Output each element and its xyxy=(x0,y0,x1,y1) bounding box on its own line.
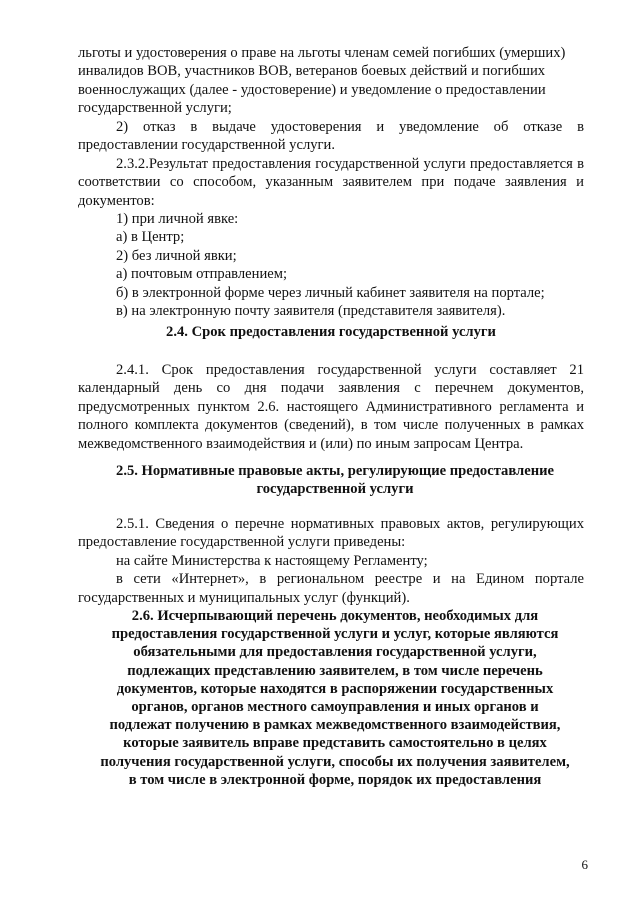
term-paragraph: 2.4.1. Срок предоставления государственной услуги составляет 21 календарный день со дня подачи заявления с перечнем документов, предусмотренных пунктом 2.6. настоящего Административного регламента и полного комплекта документов (сведений), в том числе полученных в рамках межведомственного взаимодействия и (или) по иным запросам Центра. xyxy=(78,362,584,452)
page-number: 6 xyxy=(581,857,588,872)
list-item: а) в Центр; xyxy=(116,229,185,246)
result-paragraph: 2.3.2.Результат предоставления государственной услуги предоставляется в соответствии со способом, указанным заявителем при подаче заявления и документов: xyxy=(78,156,584,209)
intro-line: государственной услуги; xyxy=(78,100,232,117)
intro-line: льготы и удостоверения о праве на льготы членам семей погибших (умерших) xyxy=(78,45,566,61)
list-item: 1) при личной явке: xyxy=(116,211,239,227)
intro-line: инвалидов ВОВ, участников ВОВ, ветеранов боевых действий и погибших xyxy=(78,63,546,80)
intro-line: военнослужащих (далее - удостоверение) и уведомление о предоставлении xyxy=(78,81,546,98)
list-item: а) почтовым отправлением; xyxy=(116,266,288,283)
refusal-paragraph: 2) отказ в выдаче удостоверения и уведомление об отказе в предоставлении государственной услуги. xyxy=(78,119,584,154)
section-heading-2-6: 2.6. Исчерпывающий перечень документов, необходимых для предоставления государственной услуги и услуг, которые являются обязательными для предоставления государственной услуги, подлежащих представлению заявителем, в том числе перечень документов, которые находятся в распоряжении государственных органов, органов местного самоуправления и иных органов и подлежат получению в рамках межведомственного взаимодействия, которые заявитель вправе представить самостоятельно в целях получения государственной услуги, способы их получения заявителем, в том числе в электронной форме, порядок их предоставления xyxy=(100,608,570,788)
intro-paragraph xyxy=(78,44,584,118)
legal-acts-paragraph: 2.5.1. Сведения о перечне нормативных правовых актов, регулирующих предоставление государственной услуги приведены: на сайте Министерства к настоящему Регламенту; в сети «Интернет», в региональном реестре и на Едином портале государственных и муниципальных услуг (функций). xyxy=(78,516,584,606)
list-item: в) на электронную почту заявителя (представителя заявителя). xyxy=(116,303,506,320)
list-item: б) в электронной форме через личный кабинет заявителя на портале; xyxy=(116,284,545,301)
delivery-methods-list xyxy=(78,210,584,320)
list-item: 2) без личной явки; xyxy=(116,247,237,264)
section-heading-2-4: 2.4. Срок предоставления государственной услуги xyxy=(166,324,496,340)
section-heading-2-5: 2.5. Нормативные правовые акты, регулирующие предоставление государственной услуги xyxy=(116,463,554,498)
